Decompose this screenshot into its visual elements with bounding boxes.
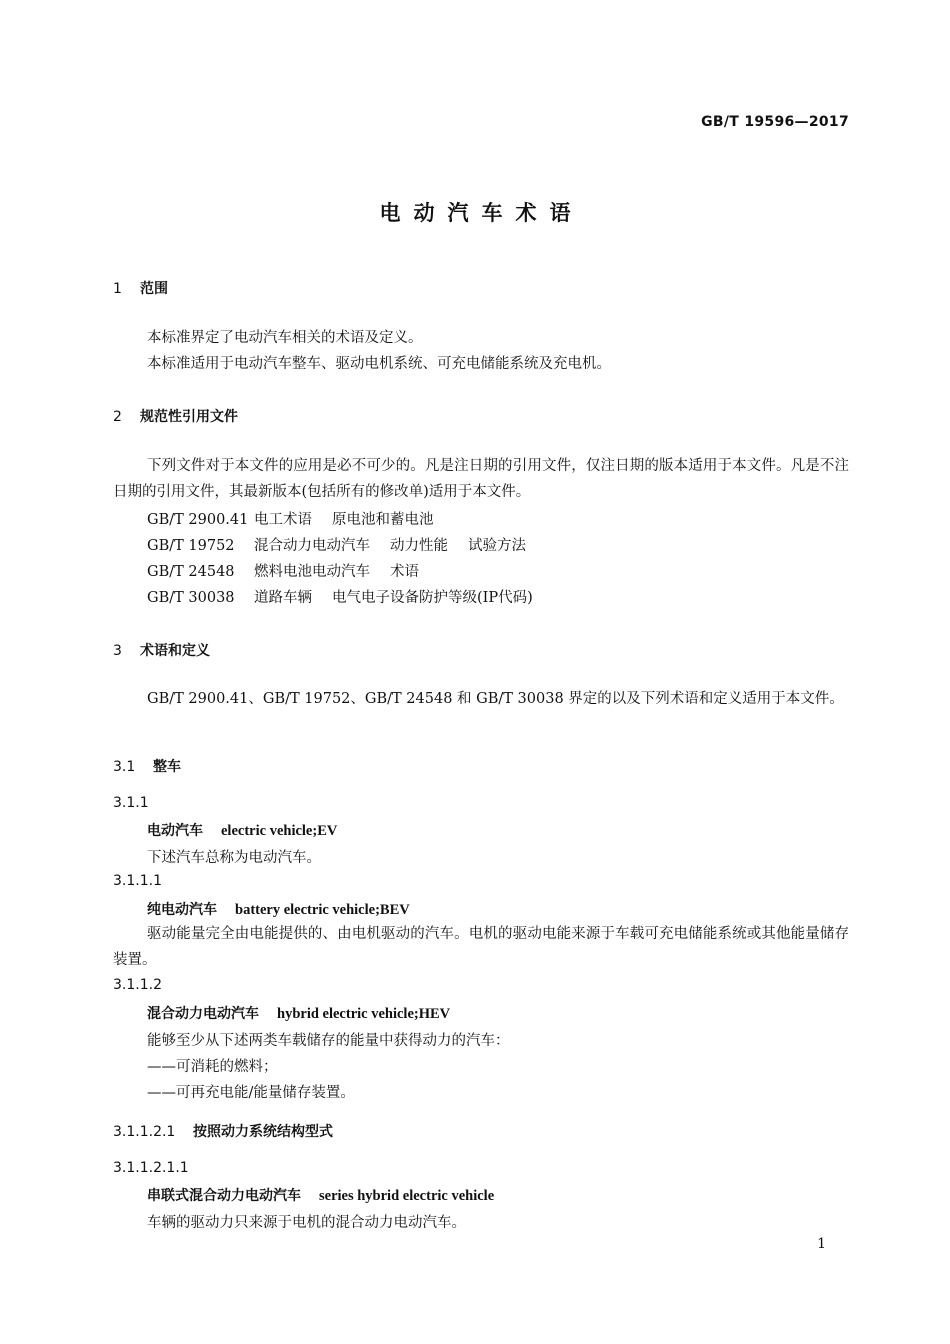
list-item: ——可再充电能/能量储存装置。 [147, 1085, 355, 1101]
paragraph: 本标准界定了电动汽车相关的术语及定义。 [147, 330, 423, 346]
section-title: 术语和定义 [140, 643, 210, 659]
reference-code: GB/T 24548 [147, 564, 235, 580]
term-number: 3.1.1.2 [113, 977, 162, 993]
section-number: 3 [113, 643, 122, 659]
reference-code: GB/T 30038 [147, 590, 235, 606]
term-entry [147, 820, 337, 840]
reference-title: 术语 [390, 564, 419, 580]
term-en: electric vehicle;EV [221, 823, 338, 839]
term-zh: 混合动力电动汽车 [147, 1006, 259, 1022]
section-number: 1 [113, 281, 122, 297]
page-title: 电动汽车术语 [379, 201, 584, 225]
paragraph: GB/T 2900.41、GB/T 19752、GB/T 24548 和 GB/T 30038 界定的以及下列术语和定义适用于本文件。 [147, 691, 844, 707]
section-title: 规范性引用文件 [140, 409, 238, 425]
term-number: 3.1.1.2.1.1 [113, 1160, 189, 1176]
reference-code: GB/T 2900.41 [147, 512, 249, 528]
section-number: 3.1 [113, 759, 136, 775]
term-entry [147, 1185, 494, 1205]
reference-title: 电气电子设备防护等级(IP代码) [332, 590, 533, 606]
term-zh: 串联式混合动力电动汽车 [147, 1188, 301, 1204]
section-number: 2 [113, 409, 122, 425]
term-en: series hybrid electric vehicle [319, 1188, 495, 1204]
reference-title: 动力性能 [390, 538, 448, 554]
term-entry [147, 1003, 450, 1023]
list-item: ——可消耗的燃料； [147, 1059, 278, 1075]
term-entry [147, 899, 410, 919]
reference-item [147, 534, 546, 555]
subsection-3-1-heading [113, 756, 181, 776]
paragraph: 本标准适用于电动汽车整车、驱动电机系统、可充电储能系统及充电机。 [147, 356, 611, 372]
term-en: battery electric vehicle;BEV [235, 902, 410, 918]
term-number: 3.1.1 [113, 795, 149, 811]
paragraph: 下列文件对于本文件的应用是必不可少的。凡是注日期的引用文件，仅注日期的版本适用于本文件。凡是不注日期的引用文件，其最新版本(包括所有的修改单)适用于本文件。 [113, 458, 849, 500]
section-1-heading [113, 278, 168, 298]
term-definition: 驱动能量完全由电能提供的、由电机驱动的汽车。电机的驱动电能来源于车载可充电储能系统或其他能量储存装置。 [113, 926, 849, 968]
reference-item [147, 508, 454, 529]
term-definition: 下述汽车总称为电动汽车。 [147, 850, 321, 866]
reference-title: 试验方法 [468, 538, 526, 554]
subsection-heading [113, 1121, 333, 1141]
page-number: 1 [817, 1236, 826, 1252]
term-zh: 纯电动汽车 [147, 902, 217, 918]
reference-title: 道路车辆 [254, 590, 312, 606]
term-definition: 车辆的驱动力只来源于电机的混合动力电动汽车。 [147, 1215, 466, 1231]
section-title: 按照动力系统结构型式 [193, 1124, 333, 1140]
term-number: 3.1.1.1 [113, 873, 162, 889]
reference-code: GB/T 19752 [147, 538, 235, 554]
section-2-heading [113, 406, 238, 426]
section-3-heading [113, 640, 210, 660]
section-title: 范围 [140, 281, 168, 297]
document-number: GB/T 19596—2017 [701, 114, 849, 130]
reference-item [147, 560, 439, 581]
term-en: hybrid electric vehicle;HEV [277, 1006, 451, 1022]
section-number: 3.1.1.2.1 [113, 1124, 176, 1140]
section-title: 整车 [153, 759, 181, 775]
reference-title: 电工术语 [254, 512, 312, 528]
reference-title: 燃料电池电动汽车 [254, 564, 370, 580]
term-zh: 电动汽车 [147, 823, 203, 839]
reference-title: 混合动力电动汽车 [254, 538, 370, 554]
reference-title: 原电池和蓄电池 [332, 512, 434, 528]
term-definition: 能够至少从下述两类车载储存的能量中获得动力的汽车： [147, 1033, 510, 1049]
reference-item [147, 586, 553, 607]
